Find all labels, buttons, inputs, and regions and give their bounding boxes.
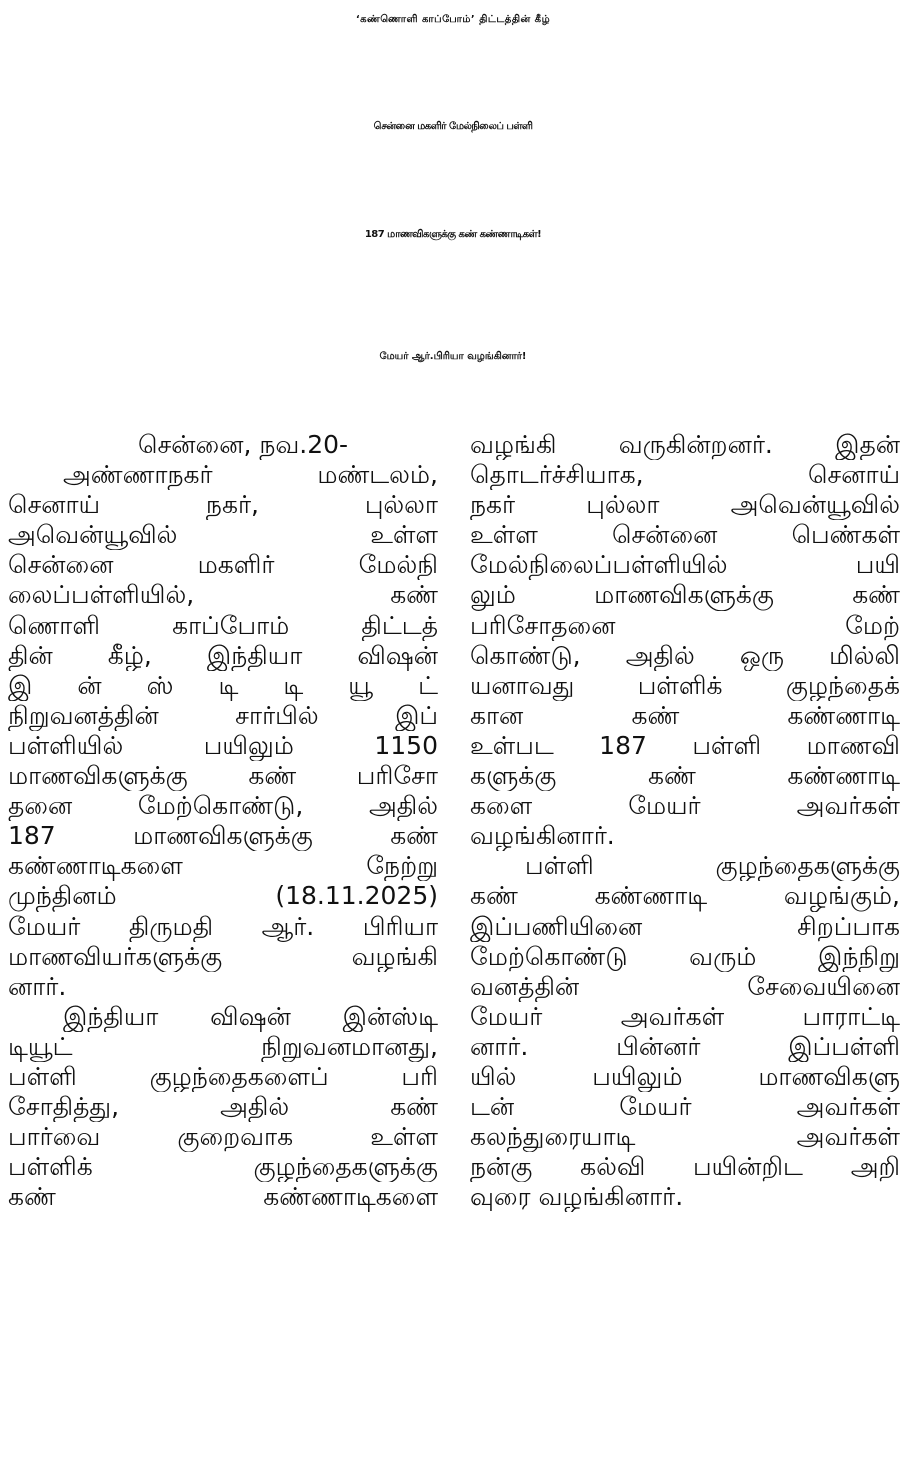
article-line: கலந்துரையாடி அவர்கள் xyxy=(470,1122,900,1152)
article-line: சென்னை மகளிர் மேல்நி xyxy=(8,550,438,580)
article-line: வழங்கினார். xyxy=(470,821,615,851)
article-line: டன் மேயர் அவர்கள் xyxy=(470,1092,900,1122)
article-line: செனாய் நகர், புல்லா xyxy=(8,490,438,520)
dateline: சென்னை, நவ.20- xyxy=(138,430,349,459)
article-line: மேல்நிலைப்பள்ளியில் பயி xyxy=(470,550,900,580)
article-line: 187 மாணவிகளுக்கு கண் xyxy=(8,821,438,851)
article-line: மேற்கொண்டு வரும் இந்நிறு xyxy=(470,941,900,971)
article-line: நகர் புல்லா அவென்யூவில் xyxy=(470,490,900,520)
article-line: மாணவியர்களுக்கு வழங்கி xyxy=(8,941,438,971)
article-line: பள்ளிக் குழந்தைகளுக்கு xyxy=(8,1152,438,1182)
article-line: தனை மேற்கொண்டு, அதில் xyxy=(8,791,438,821)
article-line: சோதித்து, அதில் கண் xyxy=(8,1092,438,1122)
article-line: கண் கண்ணாடி வழங்கும், xyxy=(470,881,900,911)
article-line: உள்ள சென்னை பெண்கள் xyxy=(470,520,900,550)
article-line: லும் மாணவிகளுக்கு கண் xyxy=(470,580,900,610)
article-line: வனத்தின் சேவையினை xyxy=(470,971,900,1001)
article-line: நிறுவனத்தின் சார்பில் இப் xyxy=(8,700,438,730)
article-line: லைப்பள்ளியில், கண் xyxy=(8,580,438,610)
article-line: னார். xyxy=(8,971,67,1001)
article-line: தின் கீழ், இந்தியா விஷன் xyxy=(8,640,438,670)
article-line: தொடர்ச்சியாக, செனாய் xyxy=(470,460,900,490)
article-column-right xyxy=(470,430,900,1212)
article-line: உள்பட 187 பள்ளி மாணவி xyxy=(470,730,900,760)
article-line: இந்தியா விஷன் இன்ஸ்டி xyxy=(63,1001,438,1031)
article-line: னார். பின்னர் இப்பள்ளி xyxy=(470,1031,900,1061)
article-line: டியூட் நிறுவனமானது, xyxy=(8,1031,438,1061)
article-line: நன்கு கல்வி பயின்றிட அறி xyxy=(470,1152,900,1182)
article-line: பள்ளி குழந்தைகளைப் பரி xyxy=(8,1061,438,1091)
headline-line-1: சென்னை மகளிர் மேல்நிலைப் பள்ளி xyxy=(373,121,533,132)
article-line: அண்ணாநகர் மண்டலம், xyxy=(63,460,438,490)
article-line: வழங்கி வருகின்றனர். இதன் xyxy=(470,430,900,459)
article-line: மேயர் திருமதி ஆர். பிரியா xyxy=(8,911,438,941)
article-line: பரிசோதனை மேற் xyxy=(470,610,900,640)
article-line: மாணவிகளுக்கு கண் பரிசோ xyxy=(8,761,438,791)
article-line: யனாவது பள்ளிக் குழந்தைக் xyxy=(470,670,900,700)
article-line: அவென்யூவில் உள்ள xyxy=(8,520,438,550)
kicker-line: ‘கண்ணொளி காப்போம்’ திட்டத்தின் கீழ் xyxy=(355,14,551,25)
article-line: இ ன் ஸ் டி டி யூ ட் xyxy=(8,670,438,700)
article-line: களுக்கு கண் கண்ணாடி xyxy=(470,761,900,791)
headline-line-2: 187 மாணவிகளுக்கு கண் கண்ணாடிகள்! xyxy=(364,229,542,240)
subheadline: மேயர் ஆர்.பிரியா வழங்கினார்! xyxy=(379,351,527,362)
article-line: ணொளி காப்போம் திட்டத் xyxy=(8,610,438,640)
article-line: கொண்டு, அதில் ஒரு மில்லி xyxy=(470,640,900,670)
article-line: இப்பணியினை சிறப்பாக xyxy=(470,911,900,941)
article-line: வுரை வழங்கினார். xyxy=(470,1182,684,1212)
article-line: மேயர் அவர்கள் பாராட்டி xyxy=(470,1001,900,1031)
article-line: பள்ளியில் பயிலும் 1150 xyxy=(8,730,438,760)
article-line: யில் பயிலும் மாணவிகளு xyxy=(470,1061,900,1091)
article-line: கண்ணாடிகளை நேற்று xyxy=(8,851,438,881)
article-line: பள்ளி குழந்தைகளுக்கு xyxy=(525,851,900,881)
article-line: முந்தினம் (18.11.2025) xyxy=(8,881,438,911)
article-line: கண் கண்ணாடிகளை xyxy=(8,1182,438,1212)
article-line: களை மேயர் அவர்கள் xyxy=(470,791,900,821)
article-column-left xyxy=(8,430,438,1212)
article-line: பார்வை குறைவாக உள்ள xyxy=(8,1122,438,1152)
article-line: கான கண் கண்ணாடி xyxy=(470,700,900,730)
